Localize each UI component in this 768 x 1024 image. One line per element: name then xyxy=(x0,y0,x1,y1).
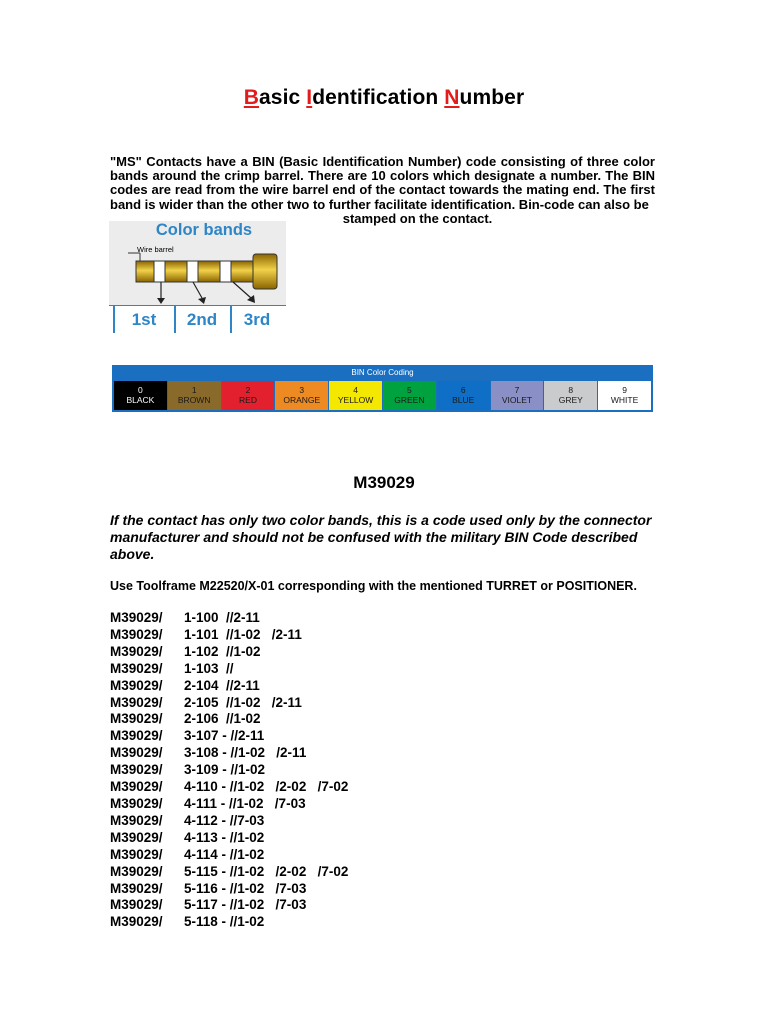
part-code: 2-105 //1-02 /2-11 xyxy=(184,694,302,710)
band-gap-3 xyxy=(220,261,231,282)
part-code: 3-108 - //1-02 /2-11 xyxy=(184,745,307,761)
bin-color-cell-violet xyxy=(491,381,544,410)
bin-color-name: GREEN xyxy=(394,395,425,405)
bin-color-name: ORANGE xyxy=(283,395,321,405)
part-prefix: M39029/ xyxy=(110,626,163,642)
part-prefix: M39029/ xyxy=(110,880,163,896)
band-gap-2 xyxy=(187,261,198,282)
part-prefix: M39029/ xyxy=(110,660,163,676)
bin-color-number: 4 xyxy=(353,385,358,395)
bin-color-cell-orange xyxy=(275,381,328,410)
part-number-row xyxy=(110,762,610,779)
bin-color-name: VIOLET xyxy=(501,395,533,405)
part-code: 3-107 - //2-11 xyxy=(184,728,265,744)
part-prefix: M39029/ xyxy=(110,779,163,795)
part-number-row xyxy=(110,711,610,728)
band-number-row-top-line xyxy=(109,305,286,306)
part-number-row xyxy=(110,779,610,796)
title-text: dentification xyxy=(312,86,445,109)
part-number-row xyxy=(110,830,610,847)
intro-text: "MS" Contacts have a BIN (Basic Identification Number) code consisting of three color bands around the crimp barrel. There are 10 colors which designate a number. The BIN codes are read from the wire barrel end of the contact towards the mating end. The first band is wider than the other two to further facilitate identification. Bin-code can also be xyxy=(110,154,655,212)
bin-color-cell-black xyxy=(114,381,167,410)
bin-color-number: 3 xyxy=(299,385,305,395)
bin-color-name: RED xyxy=(239,395,257,405)
title-initial: N xyxy=(444,86,460,109)
part-number-row xyxy=(110,661,610,678)
part-code: 5-115 - //1-02 /2-02 /7-02 xyxy=(184,863,349,879)
bin-color-number: 9 xyxy=(622,385,627,395)
part-code: 1-102 //1-02 xyxy=(184,643,261,659)
toolframe-instruction: Use Toolframe M22520/X-01 corresponding with the mentioned TURRET or POSITIONER. xyxy=(110,579,637,593)
band-separator xyxy=(113,305,115,333)
page-title xyxy=(0,86,768,110)
bin-color-cell-brown xyxy=(168,381,221,410)
part-prefix: M39029/ xyxy=(110,728,163,744)
intro-text-last-line: stamped on the contact. xyxy=(342,210,493,226)
contact-head xyxy=(253,254,277,289)
part-prefix: M39029/ xyxy=(110,643,163,659)
bin-color-cell-green xyxy=(383,381,436,410)
title-text: asic xyxy=(259,86,307,109)
band-gap-1 xyxy=(154,261,165,282)
part-code: 3-109 - //1-02 xyxy=(184,762,266,778)
part-number-row xyxy=(110,610,610,627)
bin-color-number: 6 xyxy=(460,385,466,395)
bin-color-name: GREY xyxy=(558,395,583,405)
band-number-3rd: 3rd xyxy=(243,310,271,329)
part-prefix: M39029/ xyxy=(110,897,163,913)
part-code: 1-101 //1-02 /2-11 xyxy=(184,626,302,642)
part-prefix: M39029/ xyxy=(110,914,163,930)
part-number-list xyxy=(110,610,610,931)
two-band-note: If the contact has only two color bands, this is a code used only by the connector manufacturer and should not be confused with the military BIN Code described above. xyxy=(110,512,652,562)
title-initial: B xyxy=(243,86,260,109)
part-number-row xyxy=(110,881,610,898)
intro-paragraph xyxy=(110,155,655,226)
part-number-row xyxy=(110,847,610,864)
bin-color-name: WHITE xyxy=(610,395,639,405)
part-prefix: M39029/ xyxy=(110,694,163,710)
title-initial: I xyxy=(306,86,313,109)
part-code: 5-116 - //1-02 /7-03 xyxy=(184,880,307,896)
part-prefix: M39029/ xyxy=(110,677,163,693)
part-prefix: M39029/ xyxy=(110,829,163,845)
bin-color-cells xyxy=(114,381,651,410)
bin-color-cell-yellow xyxy=(329,381,382,410)
bin-color-number: 7 xyxy=(514,385,520,395)
bin-color-cell-blue xyxy=(437,381,490,410)
part-code: 5-118 - //1-02 xyxy=(184,914,265,930)
part-code: 4-113 - //1-02 xyxy=(184,829,265,845)
part-number-row xyxy=(110,695,610,712)
part-code: 2-104 //2-11 xyxy=(184,677,260,693)
part-code: 5-117 - //1-02 /7-03 xyxy=(184,897,307,913)
part-number-row xyxy=(110,796,610,813)
part-number-row xyxy=(110,627,610,644)
color-bands-illustration xyxy=(109,221,286,333)
title-text: umber xyxy=(459,86,525,109)
part-number-row xyxy=(110,864,610,881)
bin-color-number: 8 xyxy=(568,385,574,395)
bin-color-coding-table xyxy=(112,365,653,412)
part-number-row xyxy=(110,914,610,931)
part-code: 1-100 //2-11 xyxy=(184,610,260,625)
part-code: 4-111 - //1-02 /7-03 xyxy=(184,795,306,811)
part-code: 1-103 // xyxy=(184,660,234,676)
part-number-row xyxy=(110,678,610,695)
part-prefix: M39029/ xyxy=(110,711,163,727)
bin-color-number: 1 xyxy=(191,385,197,395)
band-number-2nd: 2nd xyxy=(186,310,218,329)
bin-color-name: BROWN xyxy=(177,395,211,405)
part-prefix: M39029/ xyxy=(110,863,163,879)
band-number-1st: 1st xyxy=(131,310,157,329)
part-prefix: M39029/ xyxy=(110,846,163,862)
part-prefix: M39029/ xyxy=(110,610,163,625)
bin-color-number: 0 xyxy=(138,385,143,395)
bin-color-number: 5 xyxy=(407,385,412,395)
part-number-row xyxy=(110,745,610,762)
bin-color-cell-red xyxy=(222,381,275,410)
bin-color-name: BLUE xyxy=(452,395,475,405)
bin-color-cell-grey xyxy=(544,381,597,410)
bin-color-name: YELLOW xyxy=(337,395,374,405)
part-prefix: M39029/ xyxy=(110,745,163,761)
part-number-row xyxy=(110,897,610,914)
part-prefix: M39029/ xyxy=(110,795,163,811)
part-number-row xyxy=(110,728,610,745)
part-code: 4-112 - //7-03 xyxy=(184,812,265,828)
bin-color-cell-white xyxy=(598,381,651,410)
part-number-row xyxy=(110,644,610,661)
color-bands-title: Color bands xyxy=(155,221,253,239)
bin-color-name: BLACK xyxy=(126,395,155,405)
bin-color-number: 2 xyxy=(245,385,251,395)
part-code: 4-110 - //1-02 /2-02 /7-02 xyxy=(184,779,349,795)
part-prefix: M39029/ xyxy=(110,812,163,828)
part-number-row xyxy=(110,813,610,830)
wire-barrel-label: Wire barrel xyxy=(137,245,174,254)
part-code: 4-114 - //1-02 xyxy=(184,846,265,862)
section-heading-m39029: M39029 xyxy=(353,473,415,492)
bin-color-coding-header: BIN Color Coding xyxy=(351,368,414,377)
part-code: 2-106 //1-02 xyxy=(184,711,261,727)
part-prefix: M39029/ xyxy=(110,762,163,778)
